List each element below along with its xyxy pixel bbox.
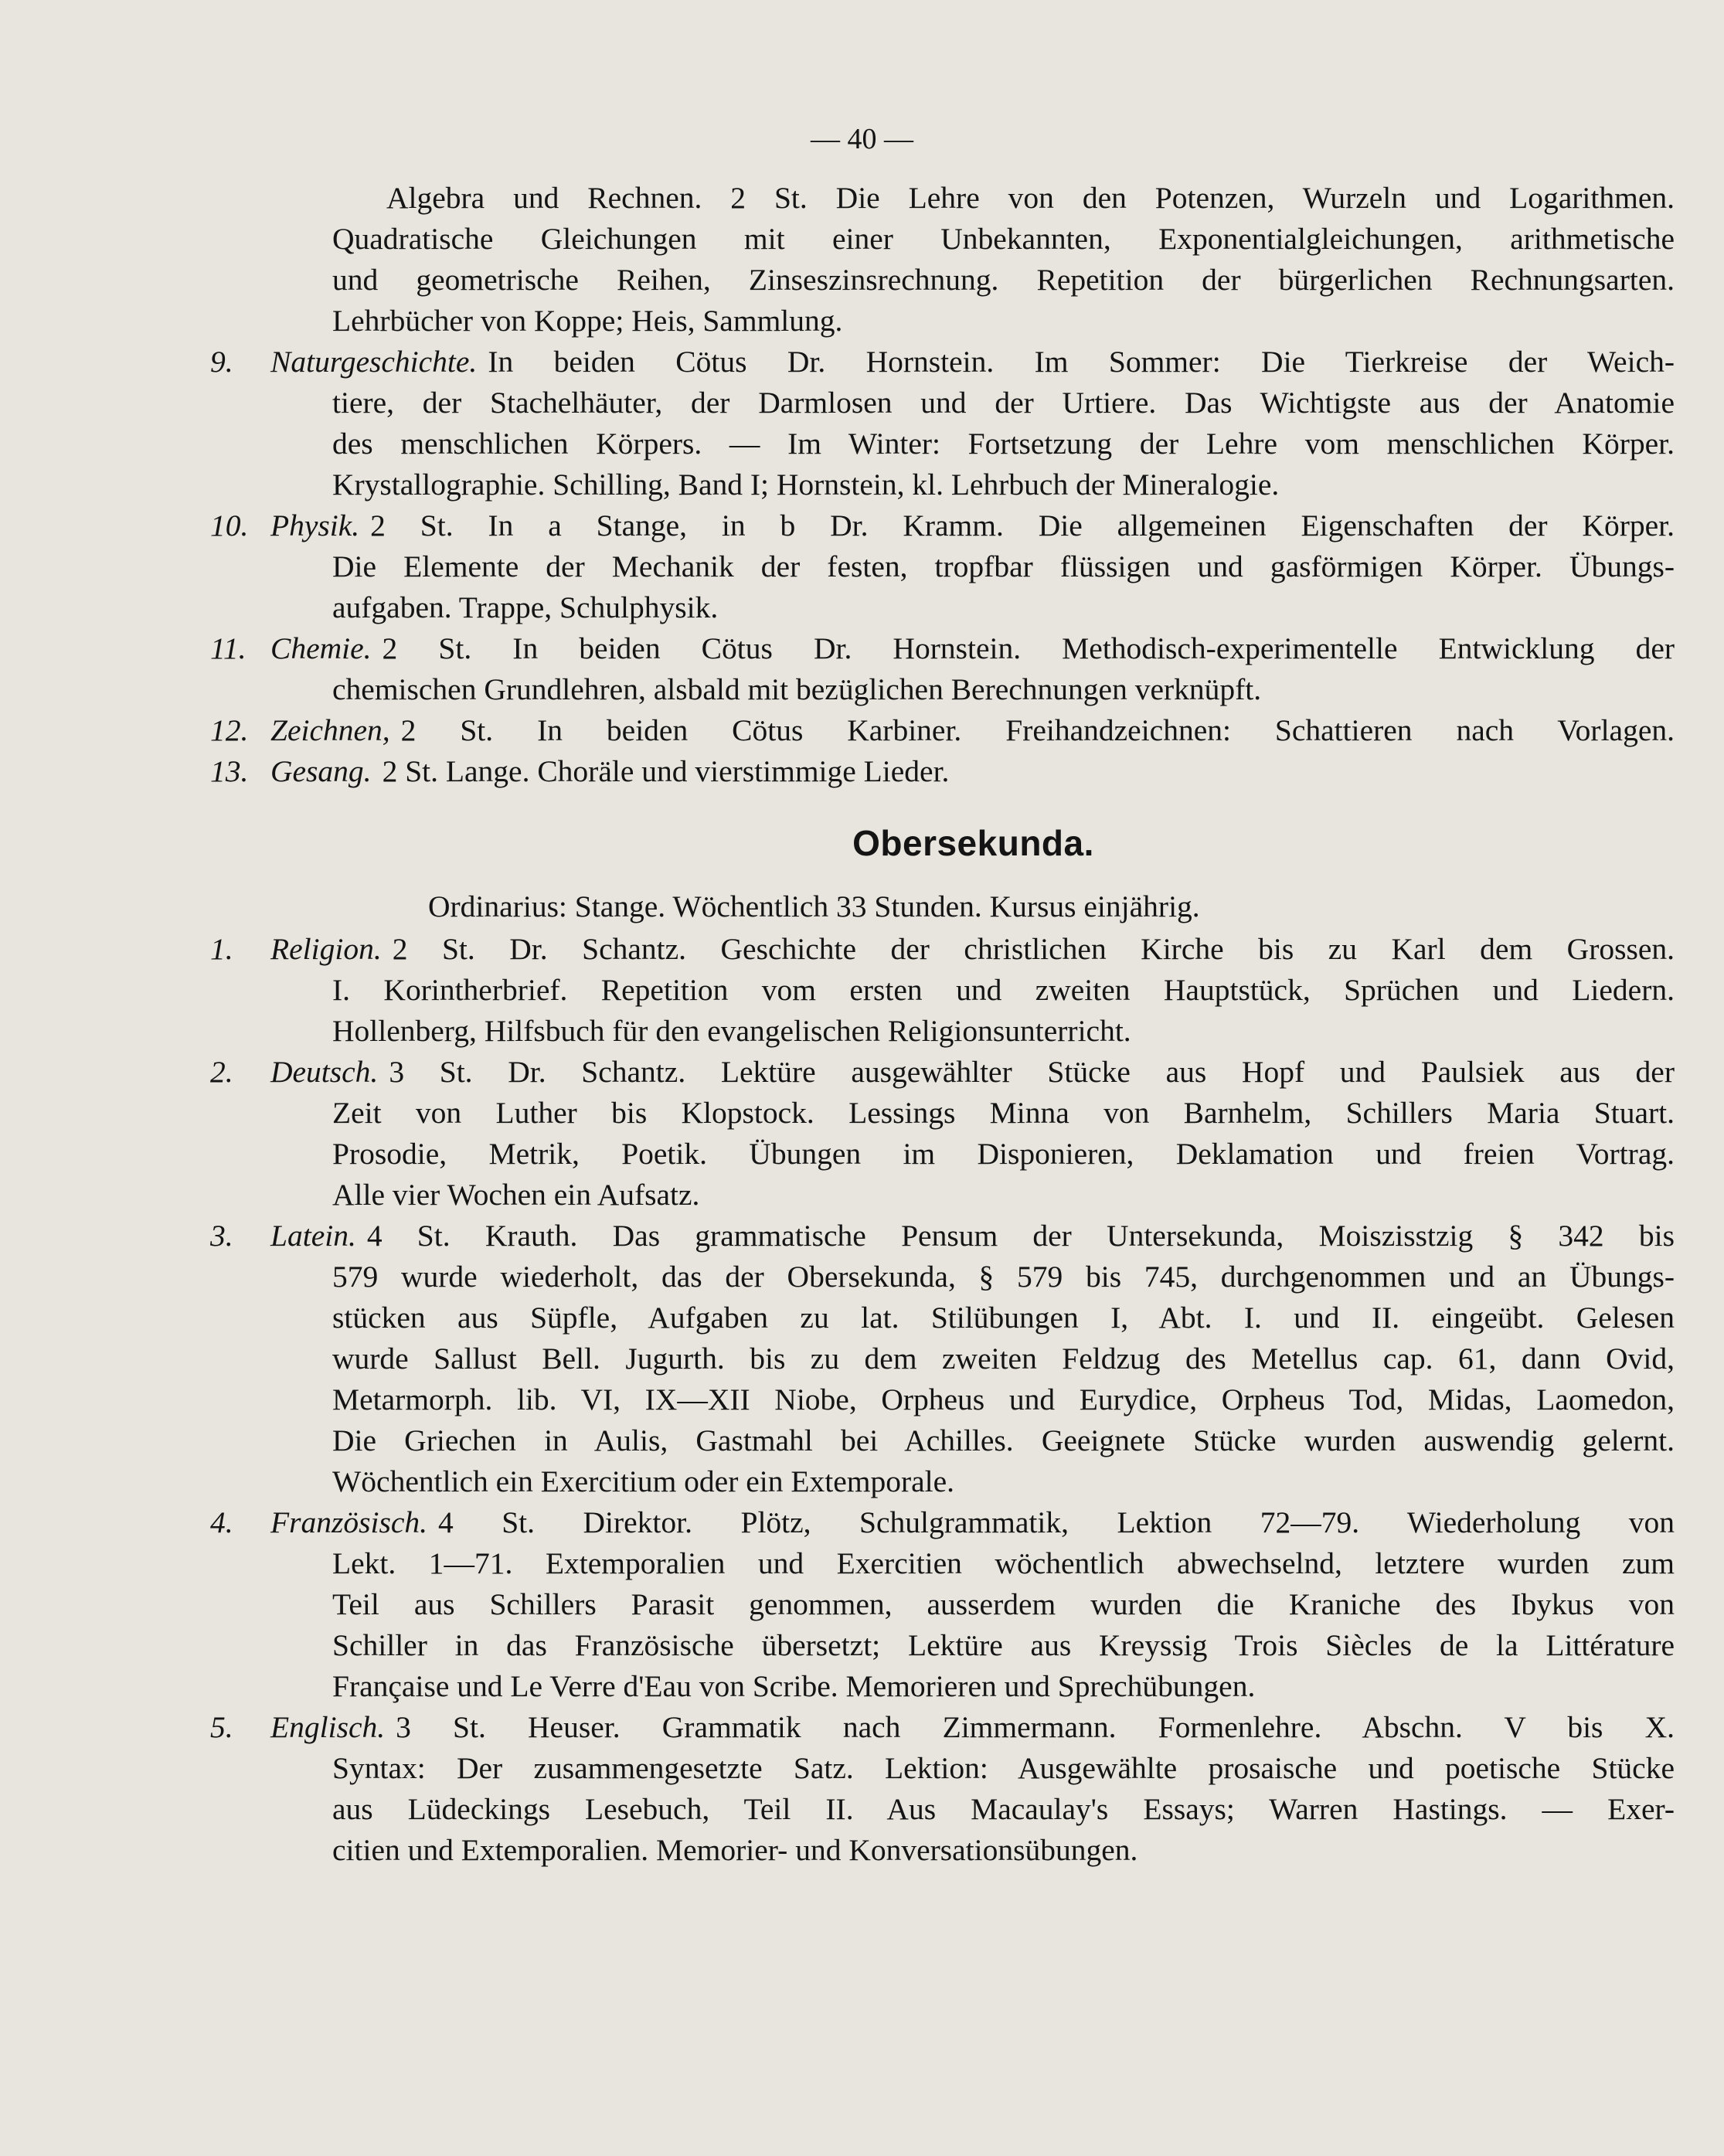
text-line-first (270, 1052, 1675, 1093)
text-line-first (270, 929, 1675, 970)
item-number: 11. (210, 631, 247, 665)
text-line: tiere, der Stachelhäuter, der Darmlosen und der Urtiere. Das Wichtigste aus der Anatomie (332, 386, 1675, 420)
subject-entry (210, 751, 1675, 792)
text-line: stücken aus Süpfle, Aufgaben zu lat. Stilübungen I, Abt. I. und II. eingeübt. Gelesen (332, 1301, 1675, 1335)
text-line: und geometrische Reihen, Zinseszinsrechnung. Repetition der bürgerlichen Rechnungsarten. (332, 263, 1675, 297)
text-line: chemischen Grundlehren, alsbald mit bezüglichen Berechnungen verknüpft. (332, 672, 1262, 706)
item-number: 3. (210, 1219, 233, 1253)
text-line: Schiller in das Französische übersetzt; Lektüre aus Kreyssig Trois Siècles de la Littérature (332, 1628, 1675, 1662)
subject-name: Latein. (270, 1219, 356, 1253)
subject-name: Naturgeschichte. (270, 345, 478, 379)
item-number (210, 178, 332, 342)
item-number: 9. (210, 345, 233, 379)
text-line: 4 St. Krauth. Das grammatische Pensum der Untersekunda, Moiszisstzig § 342 bis (366, 1219, 1675, 1253)
item-number: 1. (210, 932, 233, 966)
text-line: Krystallographie. Schilling, Band I; Hornstein, kl. Lehrbuch der Mineralogie. (332, 468, 1280, 502)
text-line: Die Elemente der Mechanik der festen, tropfbar flüssigen und gasförmigen Körper. Übungs- (332, 549, 1675, 583)
page-content (210, 178, 1675, 1871)
subject-entry (210, 929, 1675, 1052)
page-number: — 40 — (811, 123, 913, 155)
text-line: Metarmorph. lib. VI, IX—XII Niobe, Orpheus und Eurydice, Orpheus Tod, Midas, Laomedon, (332, 1382, 1675, 1416)
text-line: Zeit von Luther bis Klopstock. Lessings Minna von Barnhelm, Schillers Maria Stuart. (332, 1096, 1675, 1130)
text-line: Lekt. 1—71. Extemporalien und Exercitien wöchentlich abwechselnd, letztere wurden zum (332, 1546, 1675, 1580)
text-line: Prosodie, Metrik, Poetik. Übungen im Disponieren, Deklamation und freien Vortrag. (332, 1137, 1675, 1171)
text-line: citien und Extemporalien. Memorier- und Konversationsübungen. (332, 1833, 1138, 1867)
subject-name: Religion. (270, 932, 382, 966)
subject-name: Chemie. (270, 631, 372, 665)
text-line: Teil aus Schillers Parasit genommen, ausserdem wurden die Kraniche des Ibykus von (332, 1587, 1675, 1621)
text-line: des menschlichen Körpers. — Im Winter: Fortsetzung der Lehre vom menschlichen Körper. (332, 427, 1675, 461)
subject-name: Zeichnen, (270, 713, 390, 747)
text-line-first (270, 710, 1675, 751)
text-line: Syntax: Der zusammengesetzte Satz. Lektion: Ausgewählte prosaische und poetische Stücke (332, 1751, 1675, 1785)
subject-name: Gesang. (270, 754, 372, 788)
item-number: 12. (210, 713, 249, 747)
subject-name: Englisch. (270, 1710, 386, 1744)
text-line: Alle vier Wochen ein Aufsatz. (332, 1178, 700, 1212)
text-line: Wöchentlich ein Exercitium oder ein Extemporale. (332, 1464, 955, 1498)
text-line: wurde Sallust Bell. Jugurth. bis zu dem zweiten Feldzug des Metellus cap. 61, dann Ovid, (332, 1342, 1675, 1376)
ordinarius-line: Ordinarius: Stange. Wöchentlich 33 Stunden. Kursus einjährig. (428, 889, 1200, 923)
text-line: 4 St. Direktor. Plötz, Schulgrammatik, Lektion 72—79. Wiederholung von (438, 1505, 1675, 1539)
text-line-first (270, 342, 1675, 383)
text-line: Française und Le Verre d'Eau von Scribe. Memorieren und Sprechübungen. (332, 1669, 1256, 1703)
text-line-first (270, 628, 1675, 669)
text-line: Hollenberg, Hilfsbuch für den evangelischen Religionsunterricht. (332, 1014, 1131, 1048)
text-line: In beiden Cötus Dr. Hornstein. Im Sommer: Die Tierkreise der Weich- (488, 345, 1675, 379)
text-line-first (270, 1216, 1675, 1257)
text-line: 2 St. In beiden Cötus Karbiner. Freihandzeichnen: Schattieren nach Vorlagen. (400, 713, 1675, 747)
subject-entry (210, 628, 1675, 710)
text-line: 2 St. In beiden Cötus Dr. Hornstein. Methodisch-experimentelle Entwicklung der (382, 631, 1675, 665)
text-line: 2 St. Dr. Schantz. Geschichte der christlichen Kirche bis zu Karl dem Grossen. (392, 932, 1675, 966)
text-line: 3 St. Dr. Schantz. Lektüre ausgewählter Stücke aus Hopf und Paulsiek aus der (389, 1055, 1675, 1089)
text-line: 2 St. Lange. Choräle und vierstimmige Lieder. (382, 754, 950, 788)
item-number: 4. (210, 1505, 233, 1539)
subject-name: Deutsch. (270, 1055, 379, 1089)
item-number: 10. (210, 508, 249, 542)
text-line-first (270, 1707, 1675, 1748)
subject-name: Französisch. (270, 1505, 427, 1539)
text-line-first (270, 751, 1675, 792)
text-line-first (270, 1502, 1675, 1543)
subject-entry (210, 1216, 1675, 1502)
text-line: 579 wurde wiederholt, das der Obersekunda, § 579 bis 745, durchgenommen und an Übungs- (332, 1260, 1675, 1294)
text-line: Die Griechen in Aulis, Gastmahl bei Achilles. Geeignete Stücke wurden auswendig gelernt. (332, 1423, 1675, 1457)
item-number: 2. (210, 1055, 233, 1089)
text-line: 3 St. Heuser. Grammatik nach Zimmermann. Formenlehre. Abschn. V bis X. (396, 1710, 1675, 1744)
text-line: Algebra und Rechnen. 2 St. Die Lehre von den Potenzen, Wurzeln und Logarithmen. (386, 181, 1675, 215)
text-line: Quadratische Gleichungen mit einer Unbekannten, Exponentialgleichungen, arithmetische (332, 222, 1675, 256)
text-line: 2 St. In a Stange, in b Dr. Kramm. Die allgemeinen Eigenschaften der Körper. (370, 508, 1675, 542)
subject-name: Physik. (270, 508, 360, 542)
subject-entry (210, 1052, 1675, 1216)
text-line: aufgaben. Trappe, Schulphysik. (332, 590, 719, 624)
subject-entry (210, 505, 1675, 628)
item-number: 5. (210, 1710, 233, 1744)
text-line: I. Korintherbrief. Repetition vom ersten und zweiten Hauptstück, Sprüchen und Liedern. (332, 973, 1675, 1007)
subject-entry (210, 342, 1675, 505)
text-line: aus Lüdeckings Lesebuch, Teil II. Aus Macaulay's Essays; Warren Hastings. — Exer- (332, 1792, 1675, 1826)
text-line: Lehrbücher von Koppe; Heis, Sammlung. (332, 304, 843, 338)
subject-entry (210, 1502, 1675, 1707)
item-number: 13. (210, 754, 249, 788)
algebra-paragraph (210, 178, 1675, 342)
section-title: Obersekunda. (852, 823, 1094, 863)
subject-entry (210, 1707, 1675, 1871)
subject-entry (210, 710, 1675, 751)
text-line-first (270, 505, 1675, 546)
